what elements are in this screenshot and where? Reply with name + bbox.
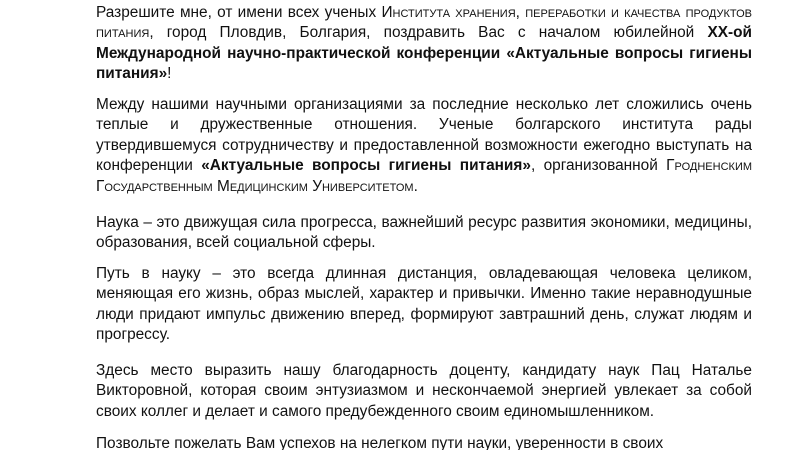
- greeting-text-middle: , город Пловдив, Болгария, поздравить Вас с началом юбилейной: [149, 24, 708, 42]
- conference-title-repeat: «Актуальные вопросы гигиены питания»: [201, 157, 531, 175]
- relations-text-end: .: [413, 177, 418, 195]
- science-paragraph: Наука – это движущая сила прогресса, важнейший ресурс развития экономики, медицины, образования, всей социальной сферы.: [96, 214, 752, 252]
- relations-paragraph: [96, 95, 752, 197]
- institute-name: Института хранения, переработки и качества продуктов питания: [96, 4, 752, 42]
- wishes-paragraph: Позвольте пожелать Вам успехов на нелегком пути науки, уверенности в своих: [96, 435, 664, 450]
- conference-title: XX-ой Международной научно-практической конференции «Актуальные вопросы гигиены питания»: [96, 24, 752, 83]
- relations-text-start: Между нашими научными организациями за последние несколько лет сложились очень теплые и дружественные отношения. Ученые болгарского института рады утвердившемуся сотрудничеству и предоставленной возможности ежегодно выступать на конференции: [96, 96, 752, 175]
- greeting-paragraph: [96, 3, 752, 85]
- greeting-text-end: !: [167, 65, 172, 83]
- path-paragraph: Путь в науку – это всегда длинная дистанция, овладевающая человека целиком, меняющая его жизнь, образ мыслей, характер и привычки. Именно такие неравнодушные люди придают импульс движению вперед, формируют завтрашний день, служат людям и прогрессу.: [96, 265, 752, 344]
- greeting-text-start: Разрешите мне, от имени всех ученых: [96, 4, 382, 21]
- university-name: Гродненским Государственным Медицинским Университетом: [96, 157, 752, 195]
- relations-text-middle: , организованной: [530, 157, 667, 175]
- letter-page: [96, 0, 752, 450]
- gratitude-paragraph: Здесь место выразить нашу благодарность доценту, кандидату наук Пац Наталье Викторовной, которая своим энтузиазмом и нескончаемой энергией увлекает за собой своих коллег и делает и самого предубежденного своим единомышленником.: [96, 362, 752, 420]
